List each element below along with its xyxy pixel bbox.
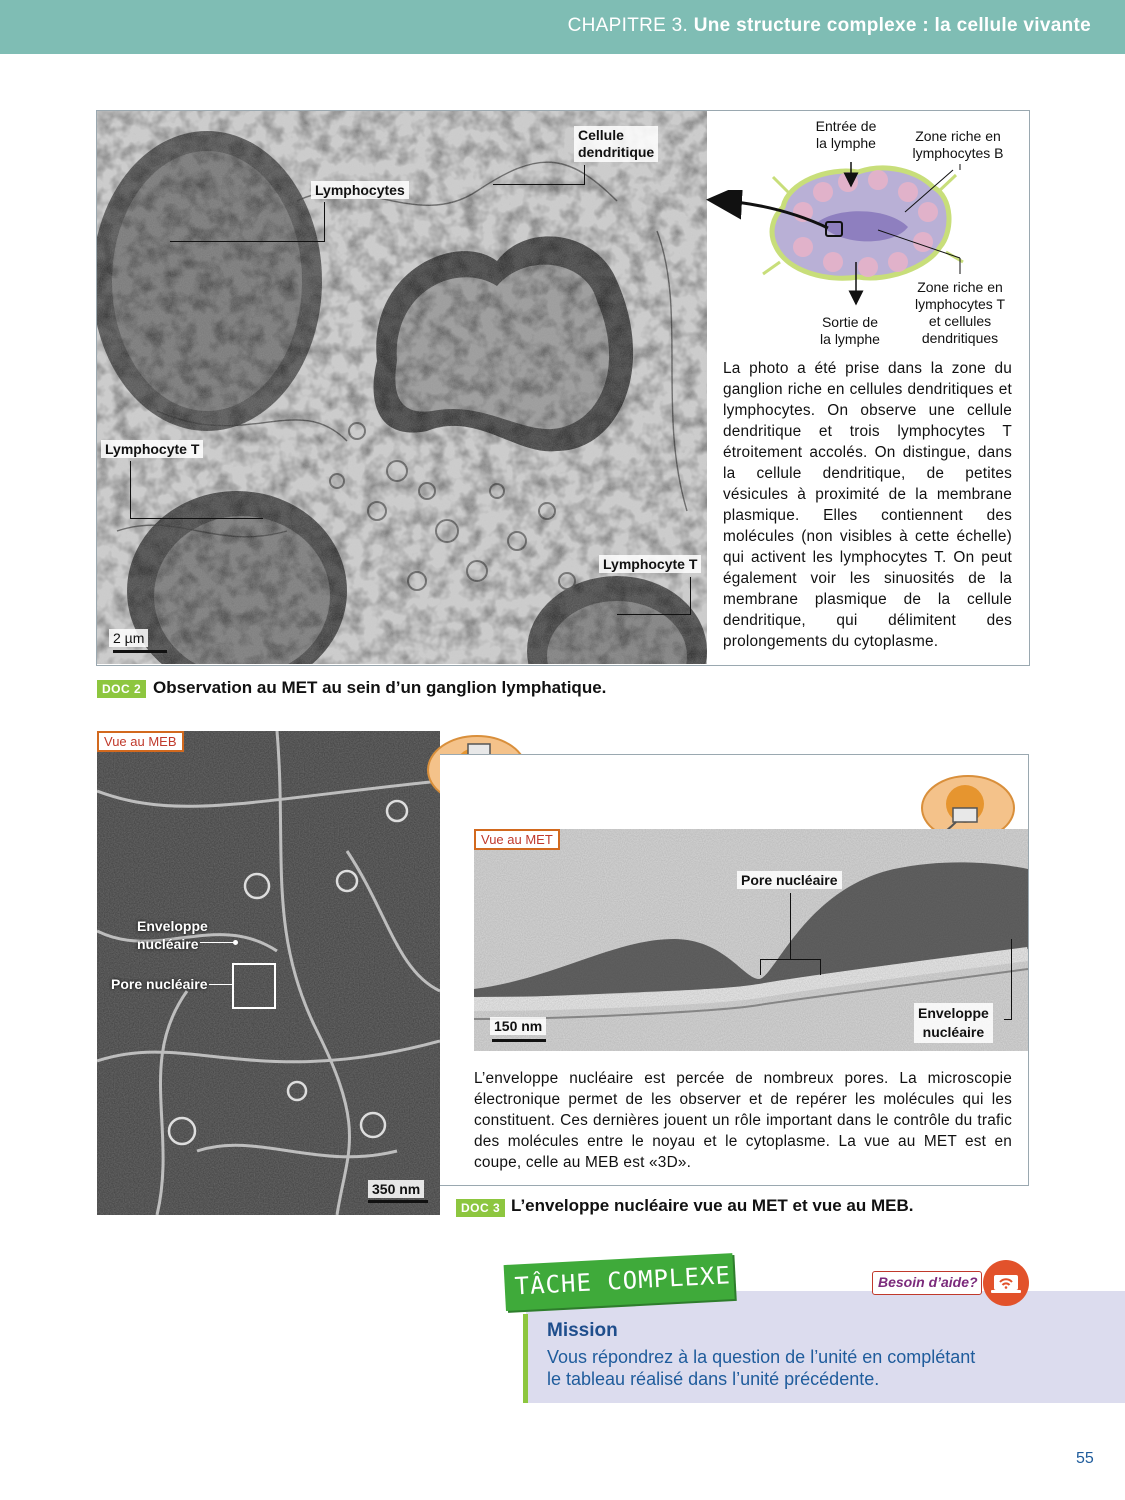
doc3-title: L’enveloppe nucléaire vue au MET et vue au MEB. xyxy=(511,1196,914,1215)
doc2-title: Observation au MET au sein d’un ganglion lymphatique. xyxy=(153,678,607,697)
label-cellule-line1: Cellule xyxy=(578,127,624,143)
pointer-line xyxy=(130,518,263,519)
mission-title: Mission xyxy=(547,1320,618,1341)
laptop-wifi-icon xyxy=(983,1260,1029,1306)
doc3-description: L’enveloppe nucléaire est percée de nombreux pores. La microscopie électronique permet de les observer et de repérer les molécules qui les constituent. Ces dernières jouent un rôle important dans le contrôle du trafic des molécules entre le noyau et le cytoplasme. La vue au MET est en coupe, celle au MEB est «3D». xyxy=(474,1070,1012,1171)
schema-label-zone-b xyxy=(905,128,1011,162)
pointer-line xyxy=(790,893,791,959)
met-scale-bar xyxy=(492,1039,546,1042)
label-lymphocytes: Lymphocytes xyxy=(311,181,409,199)
doc2-met-photo xyxy=(97,111,707,664)
vue-meb-tag: Vue au MEB xyxy=(97,731,184,752)
chapter-header xyxy=(0,0,1125,54)
schema-sortie-line1: Sortie de xyxy=(821,314,879,330)
pointer-line xyxy=(760,959,761,975)
pointer-line xyxy=(324,202,325,242)
chapter-title xyxy=(568,15,1091,37)
page-number: 55 xyxy=(1076,1450,1094,1467)
met-label-pore: Pore nucléaire xyxy=(737,871,842,889)
help-label: Besoin d’aide? xyxy=(878,1274,978,1290)
doc2-tag: DOC 2 xyxy=(97,680,146,698)
schema-zonet-line1: Zone riche en xyxy=(917,279,1003,295)
pointer-line xyxy=(690,577,691,615)
pointer-line xyxy=(200,942,234,943)
schema-zonet-line3: et cellules xyxy=(928,313,992,329)
meb-env-line1: Enveloppe xyxy=(137,918,208,934)
schema-zonet-line4: dendritiques xyxy=(921,330,999,346)
met-label-enveloppe xyxy=(914,1003,993,1043)
help-icon-button[interactable] xyxy=(983,1260,1029,1306)
tache-complexe-label: TÂCHE COMPLEXE xyxy=(513,1261,732,1301)
pointer-line xyxy=(584,165,585,185)
schema-zoneb-line2: lymphocytes B xyxy=(912,145,1004,161)
doc3-meb-photo xyxy=(97,731,440,1215)
pointer-line xyxy=(760,959,821,960)
chapter-number: CHAPITRE 3. xyxy=(567,15,689,36)
meb-label-enveloppe xyxy=(137,917,208,953)
mission-accent-bar xyxy=(523,1314,528,1403)
pointer-line xyxy=(170,241,325,242)
pointer-dot xyxy=(233,940,238,945)
pointer-line xyxy=(493,184,585,185)
chapter-name: Une structure complexe : la cellule vivante xyxy=(693,15,1091,36)
meb-env-line2: nucléaire xyxy=(137,936,199,952)
schema-entree-line2: la lymphe xyxy=(816,135,876,151)
pointer-line xyxy=(1011,939,1012,1019)
label-cellule-line2: dendritique xyxy=(578,144,655,160)
label-lymphocyte-t-left: Lymphocyte T xyxy=(101,440,203,458)
meb-label-pore: Pore nucléaire xyxy=(111,976,208,992)
doc3-met-photo xyxy=(474,829,1028,1051)
pore-highlight-box xyxy=(232,963,276,1009)
met-scale-label: 150 nm xyxy=(490,1017,546,1035)
scale-bar-label: 2 µm xyxy=(109,629,148,647)
label-lymphocyte-t-right: Lymphocyte T xyxy=(599,555,701,573)
schema-sortie-line2: la lymphe xyxy=(820,331,880,347)
scale-bar xyxy=(113,650,167,653)
doc2-description: La photo a été prise dans la zone du ganglion riche en cellules dendritiques et lymphocytes. On observe une cellule dendritique et trois lymphocytes T étroitement accolés. On distingue, dans la cellule dendritique, de petites vésicules à proximité de la membrane plasmique. Elles contiennent des molécules (non visibles à cette échelle) qui activent les lymphocytes T. On peut également voir les sinuosités de la membrane plasmique de la cellule dendritique, qui délimitent des prolongements du cytoplasme. xyxy=(723,360,1012,650)
mission-text xyxy=(547,1346,975,1390)
schema-label-zone-t xyxy=(905,279,1015,347)
doc3-tag: DOC 3 xyxy=(456,1199,505,1217)
vue-met-tag: Vue au MET xyxy=(474,829,560,850)
met-env-line1: Enveloppe xyxy=(918,1005,989,1021)
pointer-line xyxy=(130,461,131,519)
mission-line-2: le tableau réalisé dans l’unité précédente. xyxy=(547,1369,880,1389)
schema-to-photo-arrow xyxy=(700,190,840,230)
met-env-line2: nucléaire xyxy=(922,1024,985,1040)
help-button[interactable] xyxy=(872,1271,982,1295)
pointer-line xyxy=(1004,1019,1012,1020)
pointer-line xyxy=(617,614,691,615)
pointer-line xyxy=(820,959,821,975)
pointer-line xyxy=(209,984,232,985)
label-cellule-dendritique xyxy=(574,126,658,162)
schema-entree-line1: Entrée de xyxy=(815,118,877,134)
meb-scale-label: 350 nm xyxy=(368,1180,424,1198)
schema-zoneb-line1: Zone riche en xyxy=(915,128,1001,144)
schema-label-sortie xyxy=(808,314,892,348)
meb-scale-bar xyxy=(368,1200,428,1203)
schema-zonet-line2: lymphocytes T xyxy=(915,296,1005,312)
schema-label-entree xyxy=(800,118,892,152)
mission-line-1: Vous répondrez à la question de l’unité en complétant xyxy=(547,1347,976,1367)
